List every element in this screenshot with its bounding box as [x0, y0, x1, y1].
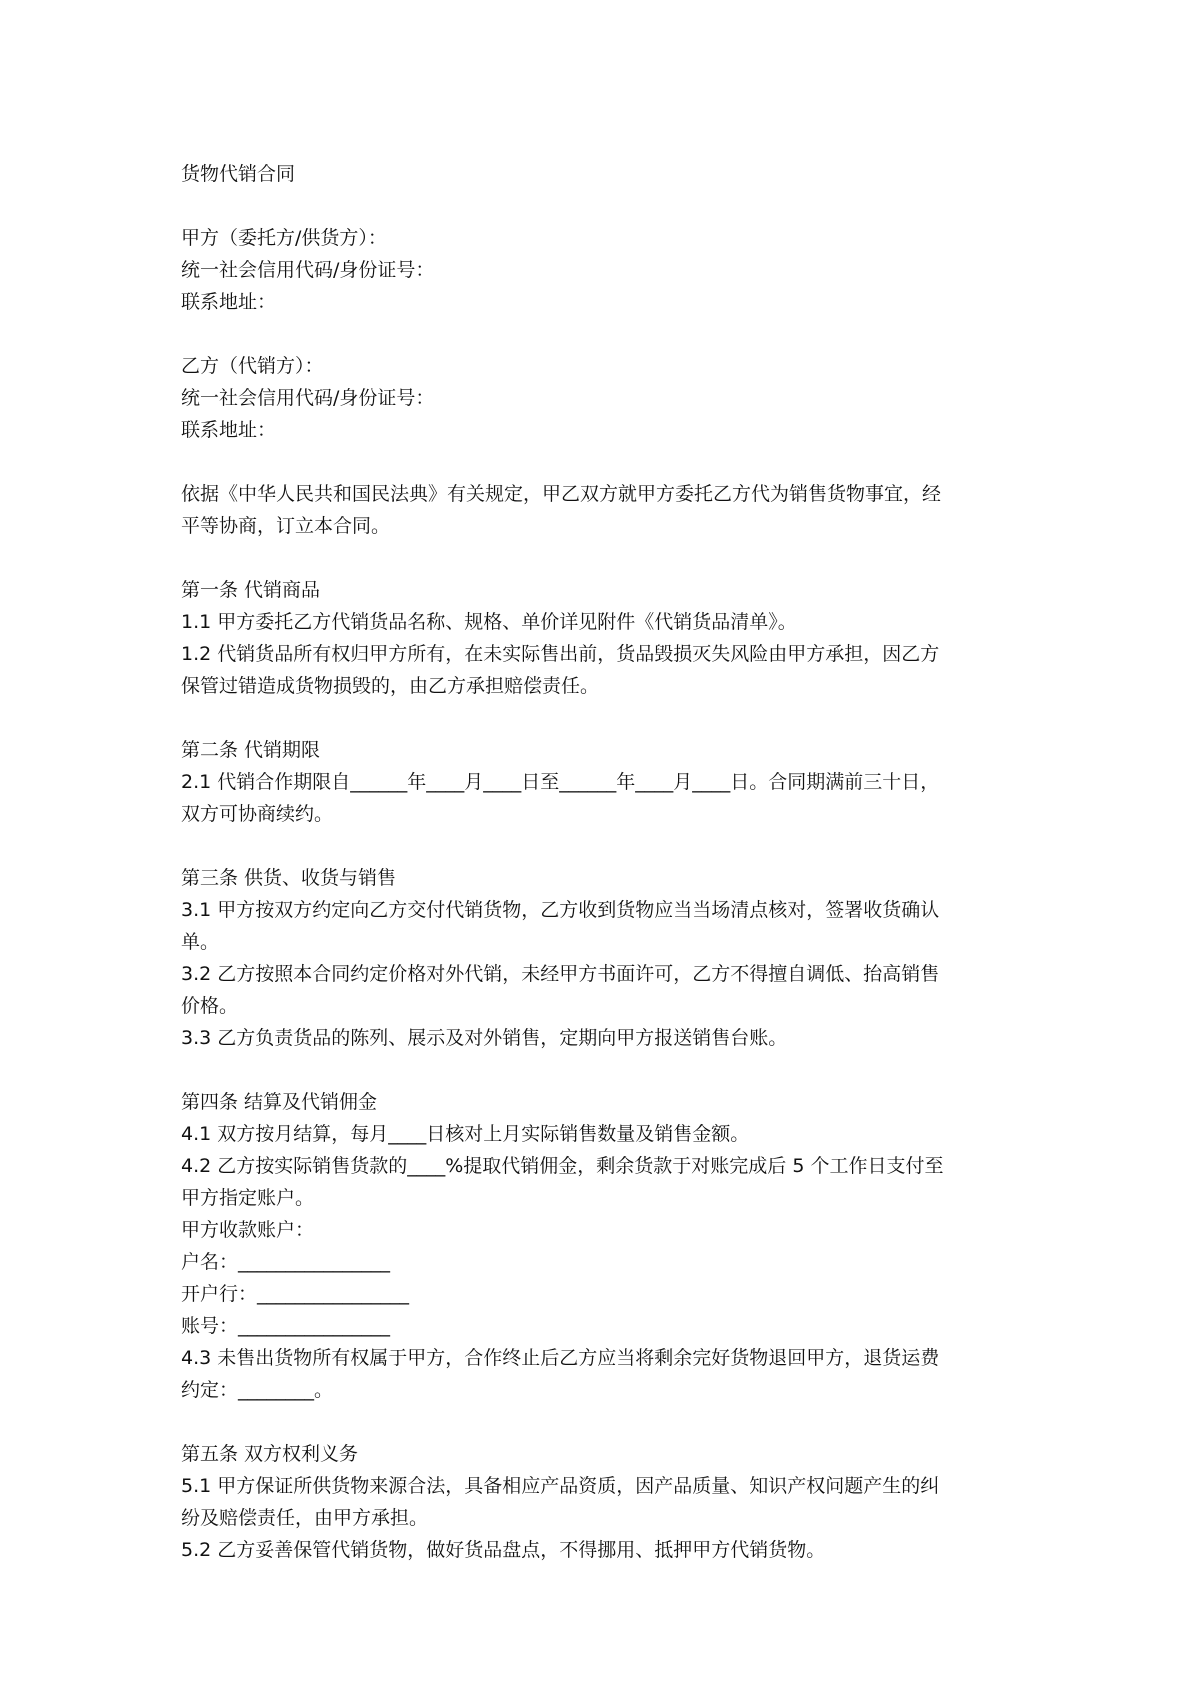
account-number-field: 账号：________________: [181, 1315, 391, 1337]
document-title: 货物代销合同: [181, 163, 296, 185]
clause-4-2-cont: 甲方指定账户。: [181, 1187, 315, 1209]
party-a-credit-code: 统一社会信用代码/身份证号：: [181, 259, 435, 281]
clause-3-2: 3.2 乙方按照本合同约定价格对外代销，未经甲方书面许可，乙方不得擅自调低、抬高销售: [181, 963, 940, 985]
clause-4-3-cont: 约定：________。: [181, 1379, 334, 1401]
party-b-credit-code: 统一社会信用代码/身份证号：: [181, 387, 435, 409]
preamble: [181, 478, 1021, 542]
account-label: 甲方收款账户：: [181, 1219, 315, 1241]
clause-1-2-cont: 保管过错造成货物损毁的，由乙方承担赔偿责任。: [181, 675, 600, 697]
clause-2-1: 2.1 代销合作期限自______年____月____日至______年____月____日。合同期满前三十日，: [181, 771, 940, 793]
preamble-line: 依据《中华人民共和国民法典》有关规定，甲乙双方就甲方委托乙方代为销售货物事宜，经: [181, 483, 942, 505]
article-1: [181, 574, 1021, 702]
article-3: [181, 862, 1021, 1054]
clause-5-2: 5.2 乙方妥善保管代销货物，做好货品盘点，不得挪用、抵押甲方代销货物。: [181, 1539, 826, 1561]
clause-3-1-cont: 单。: [181, 931, 220, 953]
clause-3-3: 3.3 乙方负责货品的陈列、展示及对外销售，定期向甲方报送销售台账。: [181, 1027, 788, 1049]
clause-3-2-cont: 价格。: [181, 995, 239, 1017]
article-heading: 第五条 双方权利义务: [181, 1443, 359, 1465]
bank-field: 开户行：________________: [181, 1283, 410, 1305]
preamble-line: 平等协商，订立本合同。: [181, 515, 391, 537]
party-a-address: 联系地址：: [181, 291, 277, 313]
clause-2-1-cont: 双方可协商续约。: [181, 803, 334, 825]
clause-5-1-cont: 纷及赔偿责任，由甲方承担。: [181, 1507, 429, 1529]
clause-3-1: 3.1 甲方按双方约定向乙方交付代销货物，乙方收到货物应当当场清点核对，签署收货确认: [181, 899, 940, 921]
clause-4-2: 4.2 乙方按实际销售货款的____%提取代销佣金，剩余货款于对账完成后 5 个工作日支付至: [181, 1155, 944, 1177]
party-b-address: 联系地址：: [181, 419, 277, 441]
clause-4-3: 4.3 未售出货物所有权属于甲方，合作终止后乙方应当将剩余完好货物退回甲方，退货运费: [181, 1347, 940, 1369]
article-5: [181, 1438, 1021, 1566]
party-b-name: 乙方（代销方）：: [181, 355, 324, 377]
party-a-name: 甲方（委托方/供货方）：: [181, 227, 387, 249]
contract-body: [181, 158, 1021, 1566]
party-b-section: [181, 350, 1021, 446]
clause-1-2: 1.2 代销货品所有权归甲方所有，在未实际售出前，货品毁损灭失风险由甲方承担，因乙方: [181, 643, 940, 665]
article-4: [181, 1086, 1021, 1406]
party-a-section: [181, 222, 1021, 318]
article-2: [181, 734, 1021, 830]
article-heading: 第一条 代销商品: [181, 579, 321, 601]
article-heading: 第二条 代销期限: [181, 739, 321, 761]
clause-4-1: 4.1 双方按月结算，每月____日核对上月实际销售数量及销售金额。: [181, 1123, 750, 1145]
article-heading: 第三条 供货、收货与销售: [181, 867, 397, 889]
clause-5-1: 5.1 甲方保证所供货物来源合法，具备相应产品资质，因产品质量、知识产权问题产生的纠: [181, 1475, 940, 1497]
clause-1-1: 1.1 甲方委托乙方代销货品名称、规格、单价详见附件《代销货品清单》。: [181, 611, 797, 633]
article-heading: 第四条 结算及代销佣金: [181, 1091, 378, 1113]
account-name-field: 户名：________________: [181, 1251, 391, 1273]
